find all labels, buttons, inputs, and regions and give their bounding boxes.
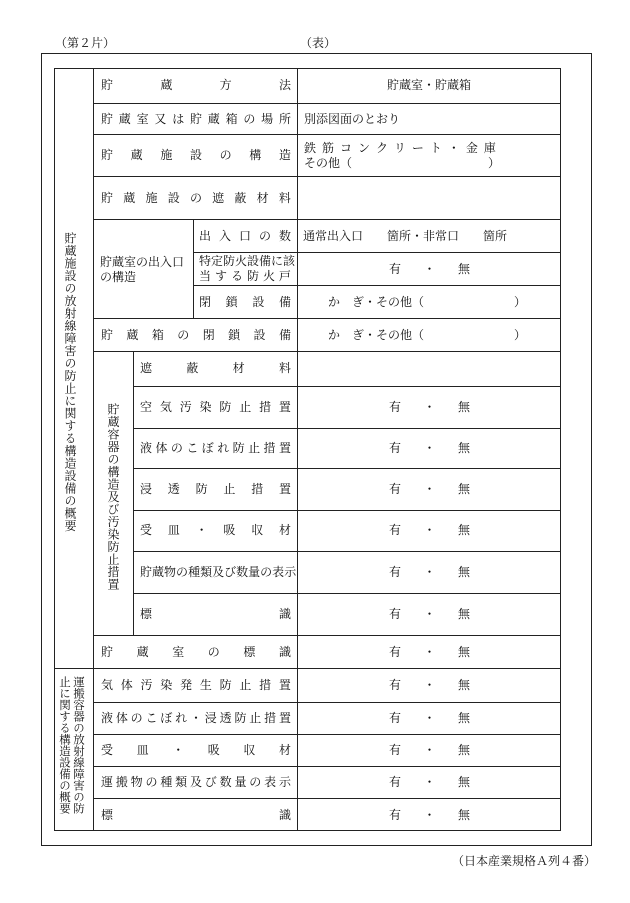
table-border-right bbox=[560, 68, 561, 831]
container-row-yes-no: 有 ・ 無 bbox=[389, 400, 470, 414]
divider-group bbox=[93, 68, 94, 831]
closing-value-close: ） bbox=[514, 295, 527, 309]
standard-note: （日本産業規格Ａ列４番） bbox=[452, 854, 597, 868]
box-closing-label: 貯 蔵 箱 の 閉 鎖 設 備 bbox=[101, 328, 291, 342]
shield-material-label: 貯 蔵 施 設 の 遮 蔽 材 料 bbox=[101, 191, 291, 205]
location-label: 貯 蔵 室 又 は 貯 蔵 箱 の 場 所 bbox=[101, 112, 291, 126]
transport-row-label: 標 識 bbox=[101, 808, 291, 822]
row-line bbox=[193, 252, 560, 253]
container-row-yes-no: 有 ・ 無 bbox=[389, 482, 470, 496]
transport-row-label: 液 体 の こ ぼ れ ・ 浸 透 防 止 措 置 bbox=[101, 711, 291, 725]
row-line bbox=[93, 635, 560, 636]
divider-value bbox=[297, 68, 298, 831]
row-line bbox=[133, 428, 560, 429]
row-line bbox=[93, 318, 560, 319]
side-label: （表） bbox=[300, 36, 337, 50]
row-line bbox=[93, 103, 560, 104]
transport-row-yes-no: 有 ・ 無 bbox=[389, 678, 470, 692]
row-line bbox=[93, 134, 560, 135]
container-row-label: 貯 蔵 物 の 種 類 及 び 数 量 の 表 示 bbox=[140, 565, 297, 579]
container-row-label: 液 体 の こ ぼ れ 防 止 措 置 bbox=[140, 441, 291, 455]
container-row-label: 浸 透 防 止 措 置 bbox=[140, 482, 291, 496]
container-row-yes-no: 有 ・ 無 bbox=[389, 565, 470, 579]
table-border-top bbox=[54, 68, 560, 69]
location-value: 別添図面のとおり bbox=[304, 112, 401, 126]
group-line bbox=[54, 668, 560, 669]
firedoor-label-1: 特定防火設備に該 bbox=[199, 254, 296, 268]
transport-row-yes-no: 有 ・ 無 bbox=[389, 743, 470, 757]
closing-label: 閉 鎖 設 備 bbox=[199, 295, 291, 309]
container-row-label: 遮 蔽 材 料 bbox=[140, 361, 291, 375]
firedoor-label-2: 当 す る 防 火 戸 bbox=[199, 269, 291, 283]
row-line bbox=[93, 219, 560, 220]
row-line bbox=[133, 510, 560, 511]
container-row-yes-no: 有 ・ 無 bbox=[389, 607, 470, 621]
storage-facility-title: 貯蔵施設の放射線障害の防止に関する構造設備の概要 bbox=[63, 232, 77, 532]
divider-entrance bbox=[193, 219, 194, 318]
form-frame bbox=[41, 53, 592, 846]
container-row-yes-no: 有 ・ 無 bbox=[389, 441, 470, 455]
structure-value-other: その他（ bbox=[304, 156, 353, 170]
storage-method-label: 貯 蔵 方 法 bbox=[101, 78, 291, 92]
transport-container-title: 運搬容器の放射線障害の防止に関する構造設備の概要 bbox=[58, 676, 86, 814]
transport-row-label: 運 搬 物 の 種 類 及 び 数 量 の 表 示 bbox=[101, 775, 291, 789]
row-line bbox=[93, 351, 560, 352]
row-line bbox=[133, 386, 560, 387]
box-closing-value: か ぎ・その他（ bbox=[328, 328, 425, 342]
row-line bbox=[93, 798, 560, 799]
entrance-label-2: の構造 bbox=[100, 270, 137, 284]
structure-value-close: ） bbox=[488, 156, 501, 170]
transport-row-label: 受 皿 ・ 吸 収 材 bbox=[101, 743, 291, 757]
room-sign-label: 貯 蔵 室 の 標 識 bbox=[101, 645, 291, 659]
row-line bbox=[93, 766, 560, 767]
entrance-label-1: 貯蔵室の出入口 bbox=[100, 255, 185, 269]
structure-value-line1: 鉄 筋 コ ン ク リ ー ト ・ 金 庫 bbox=[304, 141, 496, 155]
row-line bbox=[193, 285, 560, 286]
row-line bbox=[93, 702, 560, 703]
structure-label: 貯 蔵 施 設 の 構 造 bbox=[101, 148, 291, 162]
box-closing-value-close: ） bbox=[514, 328, 527, 342]
transport-row-yes-no: 有 ・ 無 bbox=[389, 711, 470, 725]
transport-row-yes-no: 有 ・ 無 bbox=[389, 775, 470, 789]
container-structure-title: 貯蔵容器の構造及び汚染防止措置 bbox=[106, 403, 120, 591]
container-row-label: 受 皿 ・ 吸 収 材 bbox=[140, 523, 291, 537]
table-border-bottom bbox=[54, 830, 560, 831]
row-line bbox=[133, 551, 560, 552]
sheet-number: （第２片） bbox=[55, 36, 116, 50]
table-border-left bbox=[54, 68, 55, 831]
transport-row-label: 気 体 汚 染 発 生 防 止 措 置 bbox=[101, 678, 291, 692]
firedoor-yes-no: 有 ・ 無 bbox=[389, 262, 470, 276]
row-line bbox=[133, 468, 560, 469]
transport-row-yes-no: 有 ・ 無 bbox=[389, 808, 470, 822]
entrance-count-label: 出 入 口 の 数 bbox=[199, 229, 291, 243]
container-row-yes-no: 有 ・ 無 bbox=[389, 523, 470, 537]
container-row-label: 空 気 汚 染 防 止 措 置 bbox=[140, 400, 291, 414]
row-line bbox=[133, 593, 560, 594]
entrance-count-value: 通常出入口 箇所・非常口 箇所 bbox=[303, 229, 508, 243]
closing-value: か ぎ・その他（ bbox=[328, 295, 425, 309]
row-line bbox=[93, 734, 560, 735]
storage-method-value: 貯蔵室・貯蔵箱 bbox=[386, 78, 471, 92]
container-row-label: 標 識 bbox=[140, 607, 291, 621]
room-sign-yes-no: 有 ・ 無 bbox=[389, 645, 470, 659]
row-line bbox=[93, 176, 560, 177]
